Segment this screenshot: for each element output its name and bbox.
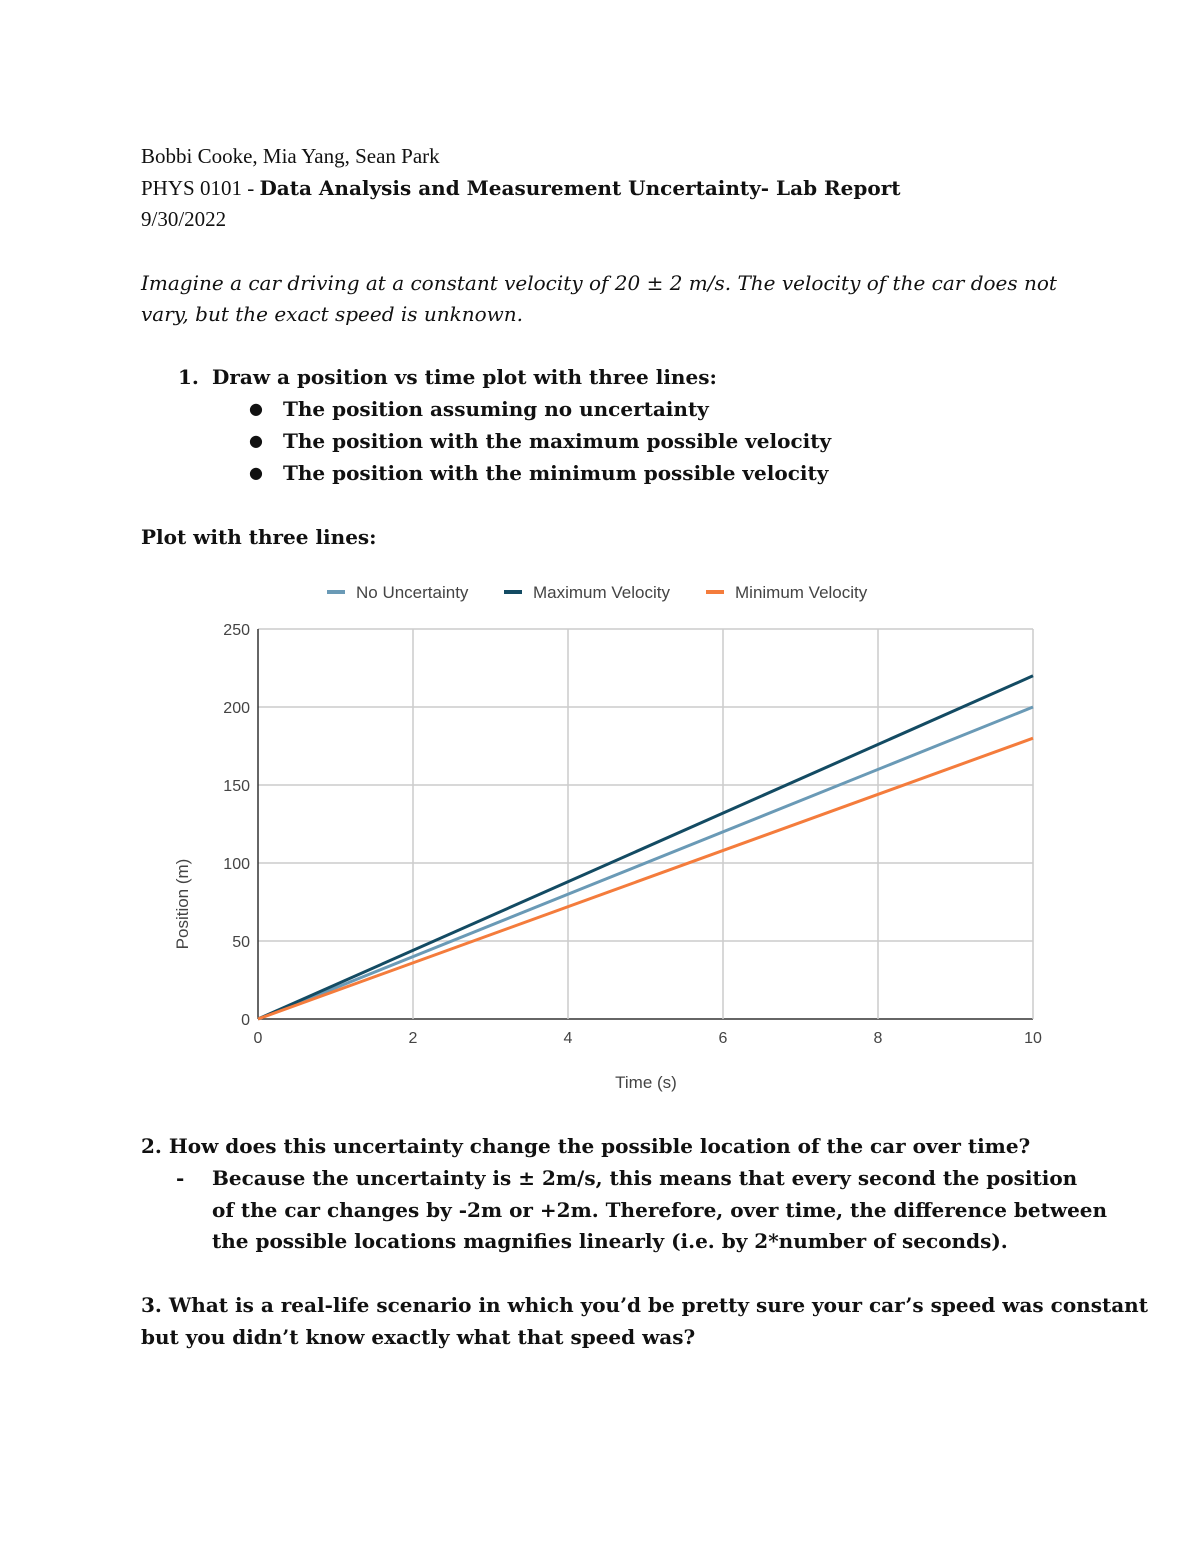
q2-dash: - xyxy=(176,1166,185,1190)
bullet-icon: ● xyxy=(249,399,263,418)
series-line-2 xyxy=(258,676,1033,1019)
x-tick-label: 6 xyxy=(718,1030,728,1047)
plot-caption: Plot with three lines: xyxy=(141,525,377,549)
chart-legend xyxy=(327,583,868,602)
q2-answer-line-3: the possible locations magnifies linearly (i.e. by 2*number of seconds). xyxy=(212,1229,1008,1253)
legend-label: Minimum Velocity xyxy=(735,583,868,602)
y-tick-label: 50 xyxy=(232,934,250,951)
chart-grid xyxy=(258,629,1033,1019)
q3-line-2: but you didn’t know exactly what that speed was? xyxy=(141,1325,696,1349)
legend-label: No Uncertainty xyxy=(356,583,469,602)
legend-label: Maximum Velocity xyxy=(533,583,670,602)
x-tick-label: 8 xyxy=(873,1030,883,1047)
y-tick-label: 0 xyxy=(241,1012,250,1029)
q2-question: 2. How does this uncertainty change the possible location of the car over time? xyxy=(141,1134,1031,1158)
intro-line-2: vary, but the exact speed is unknown. xyxy=(141,302,524,326)
y-tick-label: 100 xyxy=(223,856,250,873)
position-time-chart xyxy=(160,570,1060,1110)
series-line-3 xyxy=(258,738,1033,1019)
authors: Bobbi Cooke, Mia Yang, Sean Park xyxy=(141,144,440,168)
course-line xyxy=(141,172,900,204)
q1-number: 1. xyxy=(178,365,199,389)
x-tick-label: 0 xyxy=(253,1030,263,1047)
y-tick-label: 200 xyxy=(223,700,250,717)
bullet-icon: ● xyxy=(249,463,263,482)
y-axis-label: Position (m) xyxy=(173,858,192,950)
x-axis-label: Time (s) xyxy=(615,1073,677,1092)
report-date: 9/30/2022 xyxy=(141,207,227,231)
q2-answer-line-1: Because the uncertainty is ± 2m/s, this means that every second the position xyxy=(212,1166,1078,1190)
q1-bullet-1: The position assuming no uncertainty xyxy=(283,397,709,421)
q2-answer-line-2: of the car changes by -2m or +2m. Therefore, over time, the difference between xyxy=(212,1198,1108,1222)
q3-line-1: 3. What is a real-life scenario in which you’d be pretty sure your car’s speed was constant xyxy=(141,1293,1148,1317)
q1-prompt: Draw a position vs time plot with three lines: xyxy=(212,365,717,389)
course-title: Data Analysis and Measurement Uncertainty- Lab Report xyxy=(259,176,901,200)
x-tick-label: 10 xyxy=(1024,1030,1042,1047)
course-prefix: PHYS 0101 - xyxy=(141,176,260,200)
x-tick-label: 2 xyxy=(408,1030,418,1047)
chart-series xyxy=(258,676,1033,1019)
intro-line-1: Imagine a car driving at a constant velocity of 20 ± 2 m/s. The velocity of the car does not xyxy=(141,271,1057,295)
y-tick-label: 150 xyxy=(223,778,250,795)
y-tick-label: 250 xyxy=(223,622,250,639)
bullet-icon: ● xyxy=(249,431,263,450)
q1-bullet-3: The position with the minimum possible velocity xyxy=(283,461,829,485)
x-tick-label: 4 xyxy=(563,1030,573,1047)
q1-bullet-2: The position with the maximum possible velocity xyxy=(283,429,832,453)
